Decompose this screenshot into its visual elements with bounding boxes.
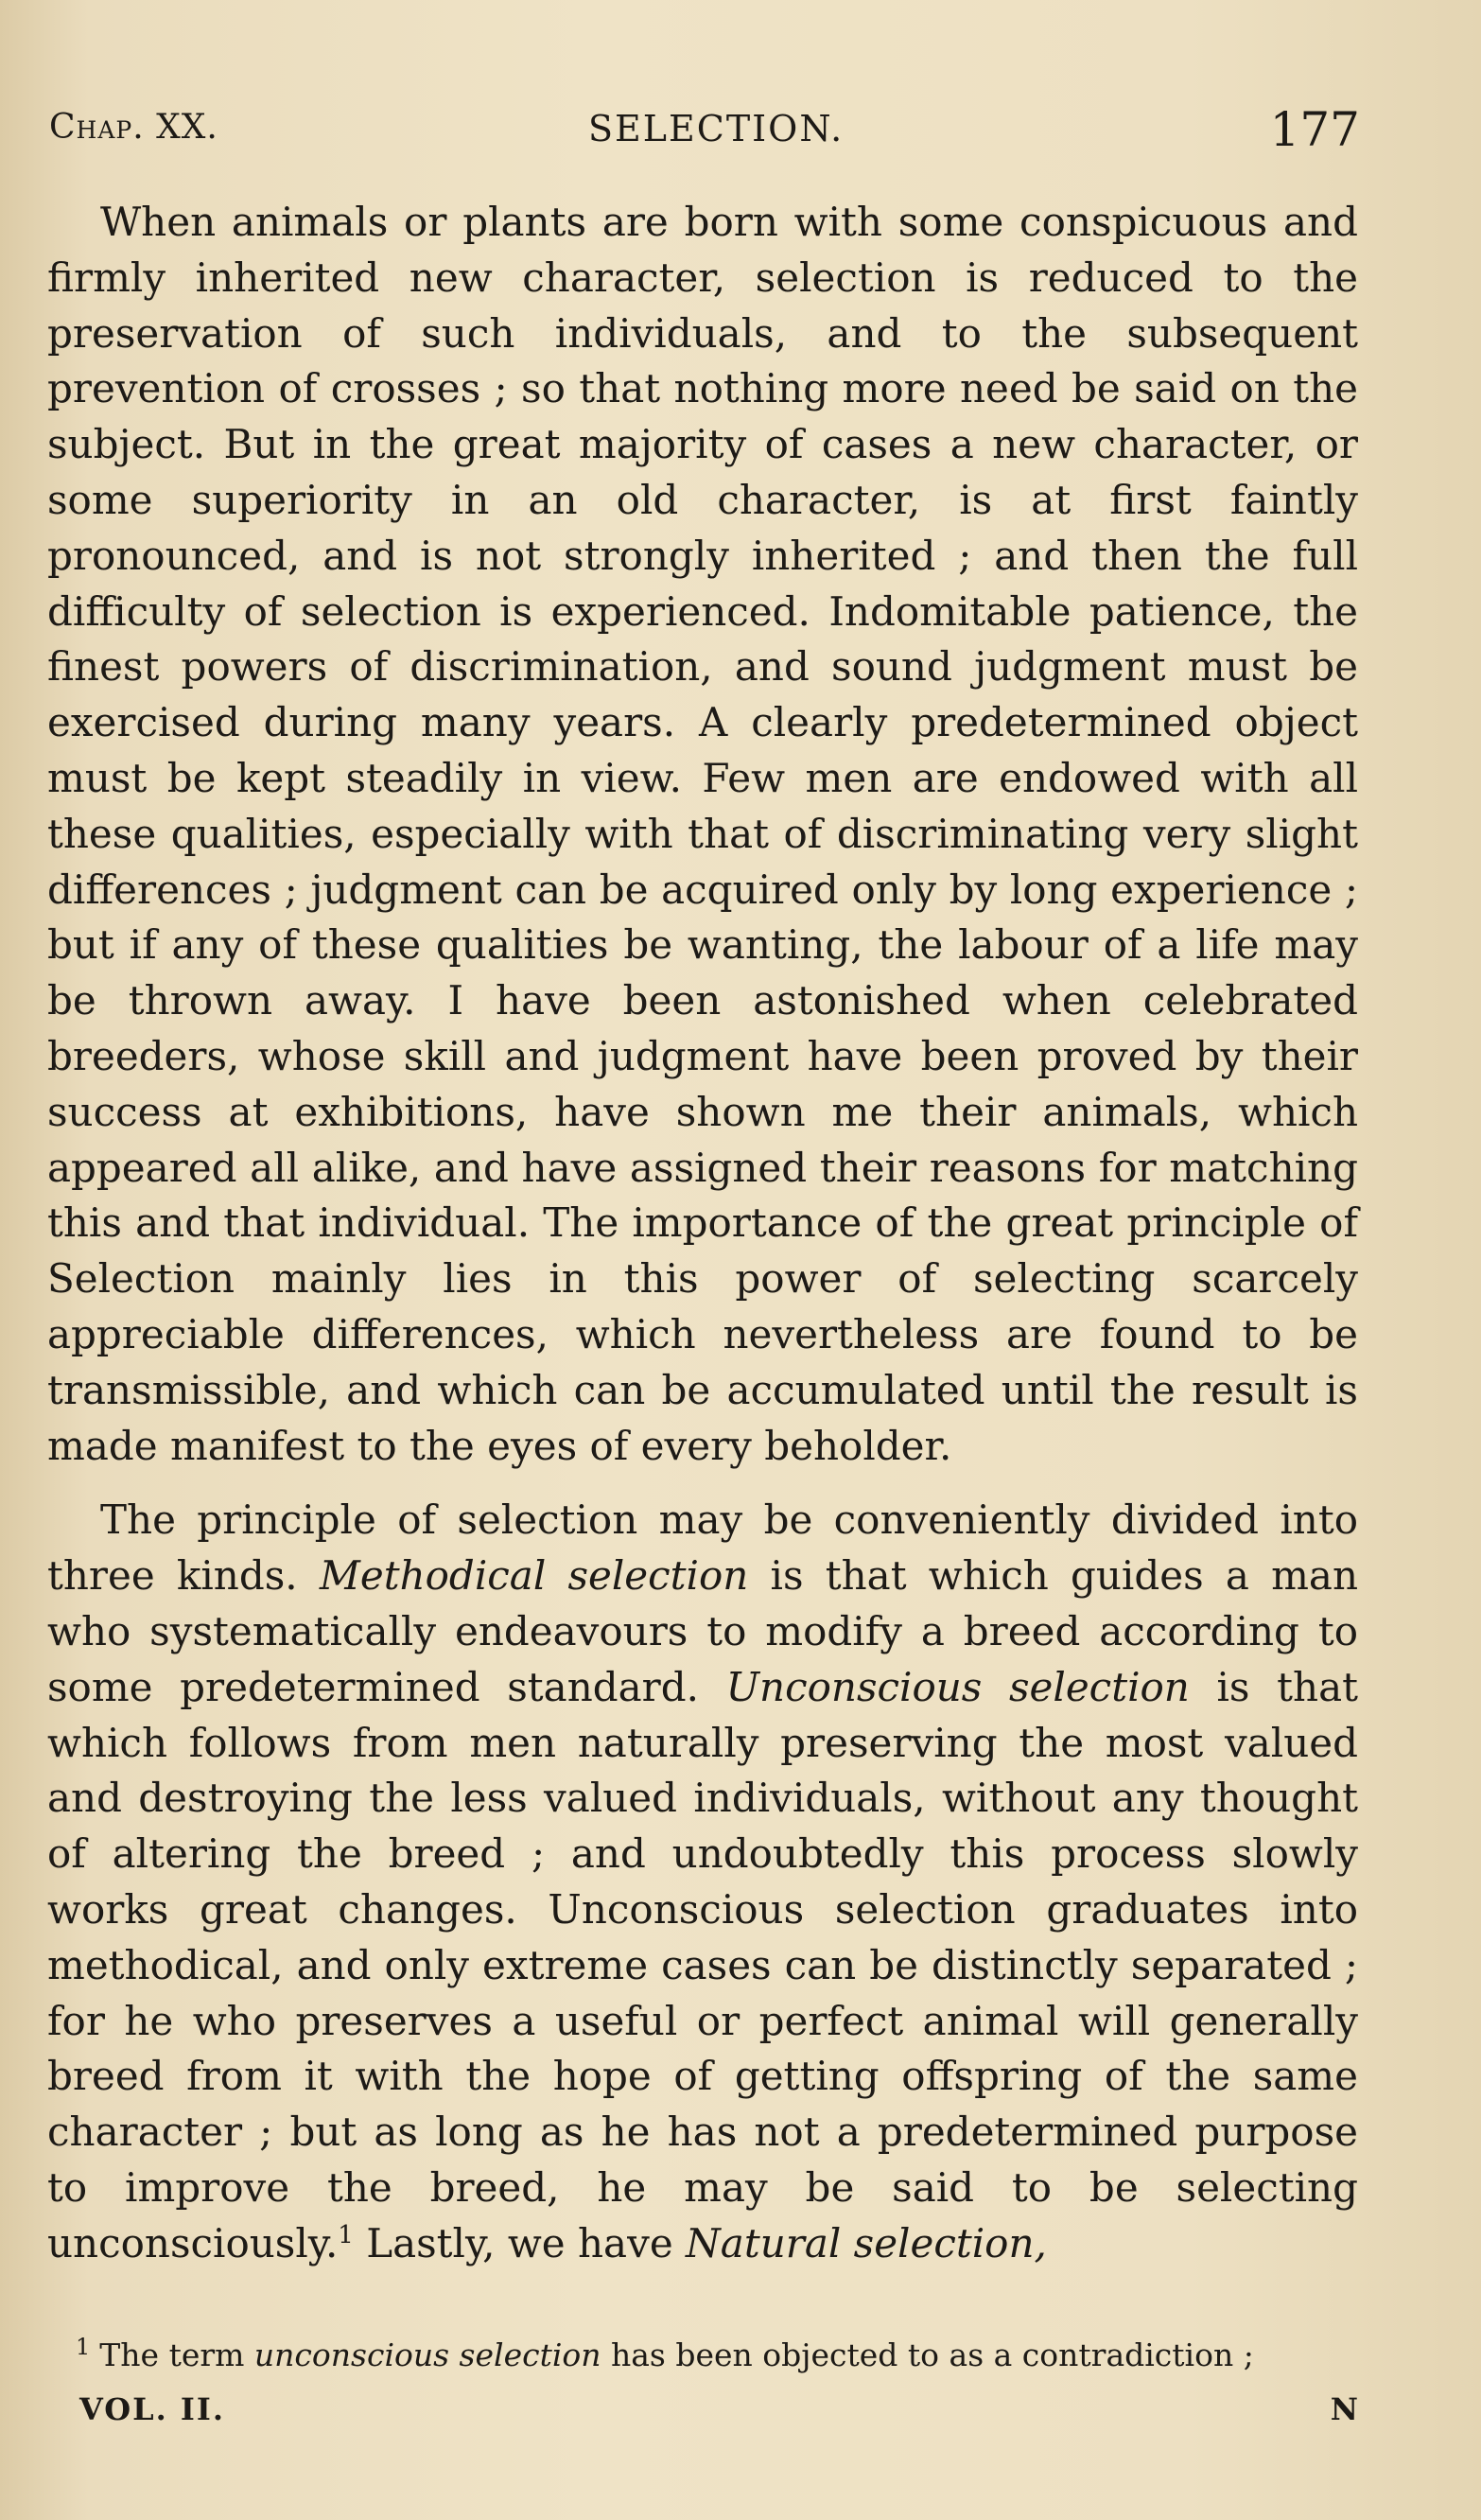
term-unconscious-selection: Unconscious selection <box>725 1663 1190 1710</box>
footnote-number: 1 <box>76 2334 91 2360</box>
body-text <box>47 195 1358 2271</box>
footnote-reference[interactable]: 1 <box>338 2220 354 2249</box>
paragraph-2-text-2: is that which guides a man who systematically endeavours to modify a breed according to some predetermined standard. <box>47 1552 1359 1710</box>
paragraph-2-text-4: Lastly, we have <box>353 2219 687 2266</box>
chapter-label: Chap. XX. <box>49 108 218 147</box>
signature-mark: N <box>1330 2391 1358 2427</box>
page-number: 177 <box>1269 102 1360 157</box>
signature-line <box>79 2391 1358 2439</box>
footnote-text-2: has been objected to as a contradiction ; <box>601 2336 1254 2373</box>
running-head <box>49 102 1360 168</box>
paragraph-1: When animals or plants are born with some conspicuous and firmly inherited new character, selection is reduced to the preservation of such individuals, and to the subsequent prevention of crosses ; so that nothing more need be said on the subject. But in the great majority of cases a new character, or some superiority in an old character, is at first faintly pronounced, and is not strongly inherited ; and then the full difficulty of selection is experienced. Indomitable patience, the finest powers of discrimination, and sound judgment must be exercised during many years. A clearly predetermined object must be kept steadily in view. Few men are endowed with all these qualities, especially with that of discriminating very slight differences ; judgment can be acquired only by long experience ; but if any of these qualities be wanting, the labour of a life may be thrown away. I have been astonished when celebrated breeders, whose skill and judgment have been proved by their success at exhibitions, have shown me their animals, which appeared all alike, and have assigned their reasons for matching this and that individual. The importance of the great principle of Selection mainly lies in this power of selecting scarcely appreciable differences, which nevertheless are found to be transmissible, and which can be accumulated until the result is made manifest to the eyes of every beholder. <box>47 199 1358 1469</box>
footnote-term: unconscious selection <box>253 2336 601 2373</box>
term-natural-selection: Natural selection, <box>686 2219 1047 2266</box>
volume-label: VOL. II. <box>79 2391 225 2427</box>
paragraph-2-text-3: is that which follows from men naturally preserving the most valued and destroying the less valued individuals, without any thought of altering the breed ; and undoubtedly this process slowly works great changes. Unconscious selection graduates into methodical, and only extreme cases can be distinctly separated ; for he who preserves a useful or perfect animal will generally breed from it with the hope of getting offspring of the same character ; but as long as he has not a predetermined purpose to improve the breed, he may be said to be selecting unconsciously. <box>47 1663 1358 2266</box>
footnote-text-1: The term <box>99 2336 254 2373</box>
paragraph-2-text-1: The principle of selection may be conveniently divided into three kinds. <box>47 1496 1358 1600</box>
paragraph-2 <box>47 1493 1358 2271</box>
footnote <box>76 2336 1362 2374</box>
term-methodical-selection: Methodical selection <box>319 1552 749 1600</box>
running-title: SELECTION. <box>588 108 845 149</box>
